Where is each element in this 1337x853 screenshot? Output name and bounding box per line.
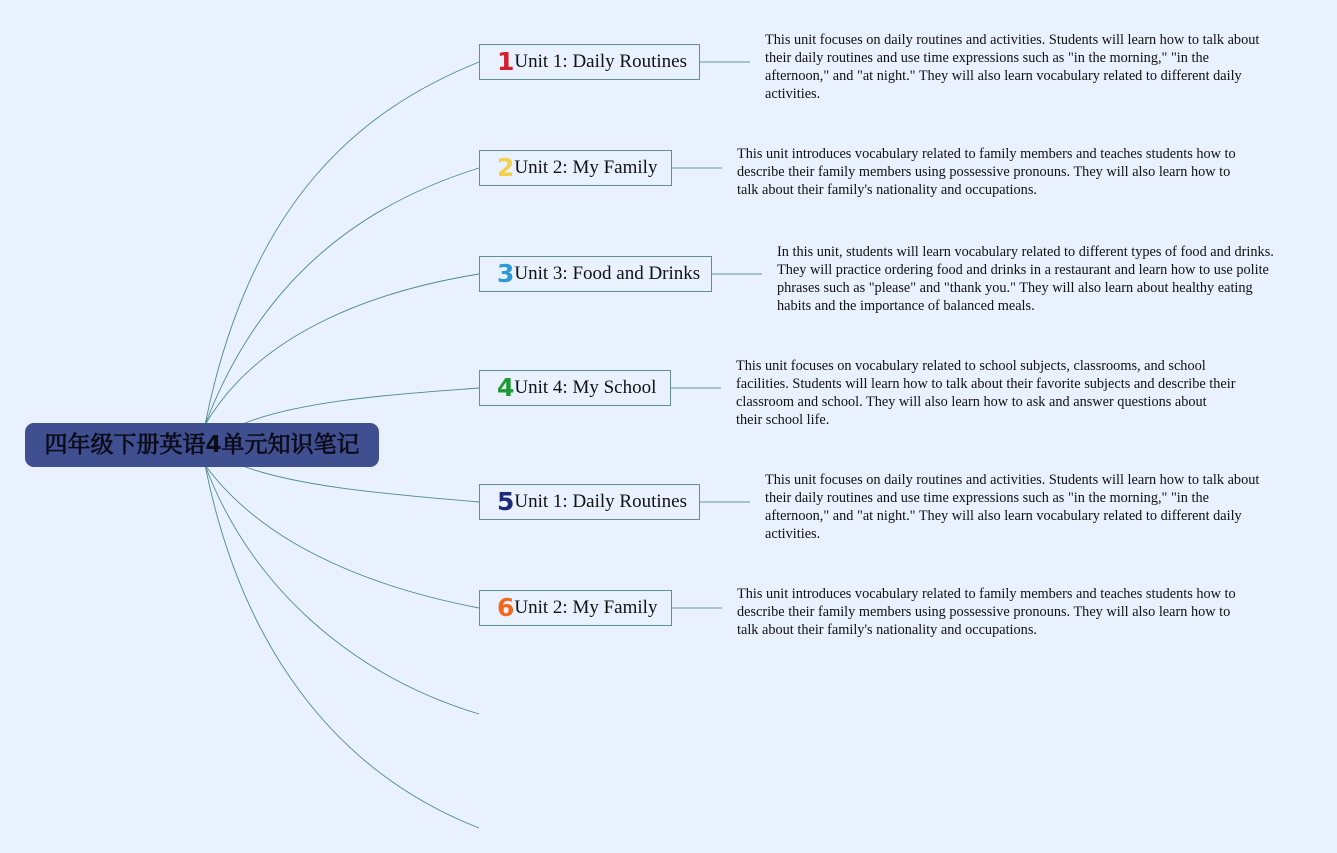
topic-label: Unit 2: My Family xyxy=(514,157,658,178)
number-two-icon: 2 xyxy=(497,153,515,182)
topic-note: This unit focuses on daily routines and activities. Students will learn how to talk about their daily routines and use time expressions such as "in the morning," "in the afternoon," and "at night." They will also learn vocabulary related to different daily activities. xyxy=(765,472,1260,542)
topic-note: This unit introduces vocabulary related to family members and teaches students how to describe their family members using possessive pronouns. They will also learn how to talk about their family's nationality and occupations. xyxy=(737,146,1236,198)
branch-connector-7 xyxy=(205,465,479,714)
branch-connector-6 xyxy=(205,465,479,608)
branch-connector-8 xyxy=(205,465,479,828)
number-one-icon: 1 xyxy=(497,47,515,76)
topic-unit-1-daily-routines-repeat[interactable] xyxy=(479,484,700,520)
topic-unit-2-my-family-repeat[interactable] xyxy=(479,590,672,626)
branch-connector-5 xyxy=(240,465,479,502)
topic-label: Unit 1: Daily Routines xyxy=(514,491,687,512)
topic-unit-1-daily-routines[interactable] xyxy=(479,44,700,80)
topic-unit-2-my-family[interactable] xyxy=(479,150,672,186)
topic-label: Unit 4: My School xyxy=(514,377,657,398)
number-six-icon: 6 xyxy=(497,593,515,622)
branch-connector-3 xyxy=(205,274,479,425)
branch-connector-2 xyxy=(205,168,479,425)
topic-label: Unit 2: My Family xyxy=(514,597,658,618)
branch-connector-1 xyxy=(205,62,479,425)
branch-connector-4 xyxy=(240,388,479,425)
number-five-icon: 5 xyxy=(497,487,515,516)
topic-note: In this unit, students will learn vocabulary related to different types of food and drinks. They will practice ordering food and drinks in a restaurant and learn how to use polite phrases such as "please" and "thank you." They will also learn about healthy eating habits and the importance of balanced meals. xyxy=(777,244,1274,314)
topic-note: This unit focuses on daily routines and activities. Students will learn how to talk about their daily routines and use time expressions such as "in the morning," "in the afternoon," and "at night." They will also learn vocabulary related to different daily activities. xyxy=(765,32,1260,102)
topic-label: Unit 1: Daily Routines xyxy=(514,51,687,72)
root-topic[interactable]: 四年级下册英语4单元知识笔记 xyxy=(25,423,379,467)
number-four-icon: 4 xyxy=(497,373,515,402)
topic-note: This unit focuses on vocabulary related to school subjects, classrooms, and school facilities. Students will learn how to talk about their favorite subjects and describe their classroom and school. They will also learn how to ask and answer questions about their school life. xyxy=(736,358,1236,428)
topic-unit-3-food-and-drinks[interactable] xyxy=(479,256,712,292)
number-three-icon: 3 xyxy=(497,259,515,288)
topic-label: Unit 3: Food and Drinks xyxy=(514,263,701,284)
topic-note: This unit introduces vocabulary related to family members and teaches students how to describe their family members using possessive pronouns. They will also learn how to talk about their family's nationality and occupations. xyxy=(737,586,1236,638)
topic-unit-4-my-school[interactable] xyxy=(479,370,671,406)
